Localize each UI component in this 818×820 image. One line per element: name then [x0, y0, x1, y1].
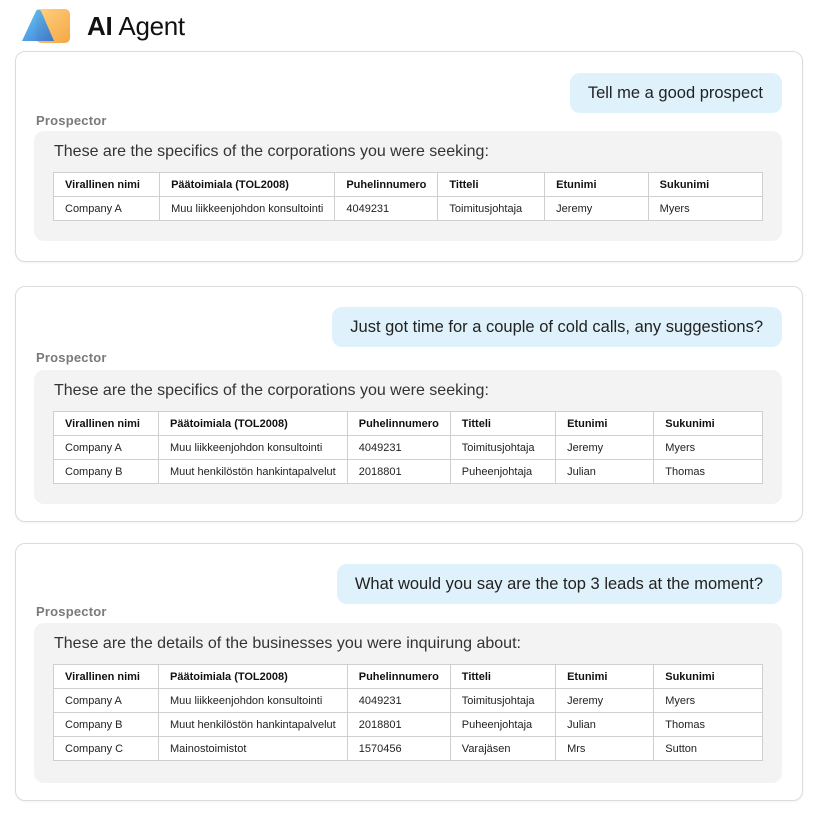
table-cell: Toimitusjohtaja [450, 689, 555, 713]
table-cell: Varajäsen [450, 737, 555, 761]
table-cell: 4049231 [347, 689, 450, 713]
user-message: Just got time for a couple of cold calls, any suggestions? [332, 307, 782, 347]
app-header [20, 7, 185, 45]
reply-text: These are the specifics of the corporations you were seeking: [54, 382, 489, 399]
column-header: Etunimi [556, 665, 654, 689]
column-header: Virallinen nimi [54, 665, 159, 689]
conversation-card [15, 51, 803, 262]
column-header: Titteli [450, 665, 555, 689]
column-header: Puhelinnumero [335, 173, 438, 197]
conversation-card [15, 543, 803, 801]
app-title [87, 11, 185, 42]
table-cell: Myers [654, 436, 763, 460]
table-cell: Muu liikkeenjohdon konsultointi [159, 689, 348, 713]
table-header-row [54, 173, 763, 197]
layered-squares-icon [20, 8, 72, 44]
table-cell: Puheenjohtaja [450, 460, 555, 484]
column-header: Päätoimiala (TOL2008) [159, 412, 348, 436]
column-header: Etunimi [545, 173, 648, 197]
table-cell: 1570456 [347, 737, 450, 761]
table-cell: Toimitusjohtaja [450, 436, 555, 460]
results-table [53, 411, 763, 484]
table-cell: Muu liikkeenjohdon konsultointi [160, 197, 335, 221]
table-cell: Jeremy [545, 197, 648, 221]
column-header: Päätoimiala (TOL2008) [159, 665, 348, 689]
table-cell: 2018801 [347, 460, 450, 484]
table-cell: Jeremy [556, 436, 654, 460]
table-cell: Company B [54, 713, 159, 737]
table-cell: Muu liikkeenjohdon konsultointi [159, 436, 348, 460]
table-cell: Jeremy [556, 689, 654, 713]
results-table [53, 664, 763, 761]
column-header: Virallinen nimi [54, 173, 160, 197]
sender-label: Prospector [36, 350, 107, 365]
sender-label: Prospector [36, 113, 107, 128]
table-cell: Thomas [654, 713, 763, 737]
column-header: Titteli [438, 173, 545, 197]
table-row [54, 713, 763, 737]
reply-text: These are the details of the businesses you were inquirung about: [54, 635, 521, 652]
table-header-row [54, 665, 763, 689]
column-header: Etunimi [556, 412, 654, 436]
table-cell: Company C [54, 737, 159, 761]
sender-label: Prospector [36, 604, 107, 619]
table-cell: Company A [54, 689, 159, 713]
column-header: Puhelinnumero [347, 665, 450, 689]
column-header: Sukunimi [654, 665, 763, 689]
table-row [54, 460, 763, 484]
column-header: Puhelinnumero [347, 412, 450, 436]
app-title-bold: AI [87, 10, 113, 41]
column-header: Titteli [450, 412, 555, 436]
table-cell: Sutton [654, 737, 763, 761]
assistant-reply [34, 131, 782, 241]
table-cell: Myers [654, 689, 763, 713]
table-row [54, 689, 763, 713]
table-cell: Julian [556, 460, 654, 484]
assistant-reply [34, 370, 782, 504]
column-header: Virallinen nimi [54, 412, 159, 436]
table-cell: Puheenjohtaja [450, 713, 555, 737]
results-table [53, 172, 763, 221]
table-cell: Company A [54, 436, 159, 460]
table-row [54, 197, 763, 221]
table-header-row [54, 412, 763, 436]
table-cell: Julian [556, 713, 654, 737]
reply-text: These are the specifics of the corporations you were seeking: [54, 143, 489, 160]
app-title-rest: Agent [118, 10, 185, 41]
table-row [54, 436, 763, 460]
table-cell: 4049231 [347, 436, 450, 460]
column-header: Sukunimi [654, 412, 763, 436]
table-cell: Company A [54, 197, 160, 221]
conversation-card [15, 286, 803, 522]
table-cell: Mainostoimistot [159, 737, 348, 761]
column-header: Sukunimi [648, 173, 762, 197]
table-cell: Muut henkilöstön hankintapalvelut [159, 713, 348, 737]
table-cell: Thomas [654, 460, 763, 484]
table-cell: Mrs [556, 737, 654, 761]
user-message: Tell me a good prospect [570, 73, 782, 113]
table-cell: Toimitusjohtaja [438, 197, 545, 221]
column-header: Päätoimiala (TOL2008) [160, 173, 335, 197]
table-cell: Company B [54, 460, 159, 484]
assistant-reply [34, 623, 782, 783]
table-cell: 2018801 [347, 713, 450, 737]
table-cell: Myers [648, 197, 762, 221]
table-row [54, 737, 763, 761]
table-cell: 4049231 [335, 197, 438, 221]
user-message: What would you say are the top 3 leads at the moment? [337, 564, 782, 604]
table-cell: Muut henkilöstön hankintapalvelut [159, 460, 348, 484]
